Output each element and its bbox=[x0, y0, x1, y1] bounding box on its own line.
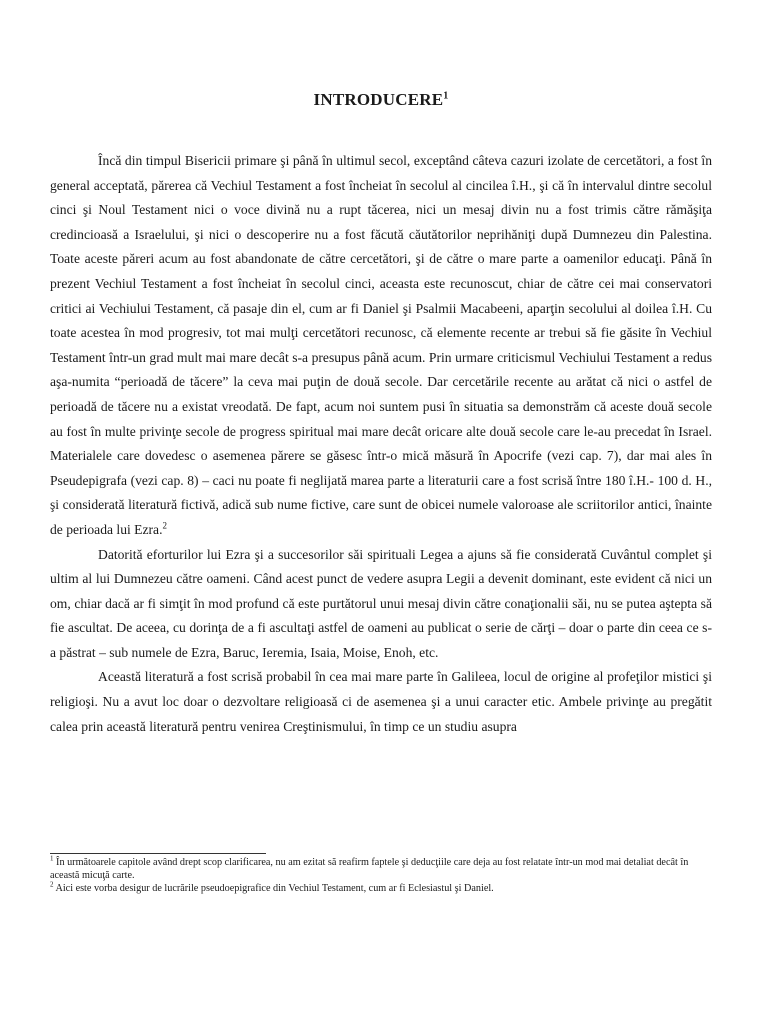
document-page bbox=[50, 0, 712, 1024]
footnotes bbox=[50, 856, 712, 896]
footnote-2-marker: 2 bbox=[50, 881, 54, 890]
footnote-2 bbox=[50, 882, 712, 895]
footnote-1 bbox=[50, 856, 712, 882]
paragraph-3 bbox=[50, 665, 712, 739]
paragraph-3-text: Această literatură a fost scrisă probabil în cea mai mare parte în Galileea, locul de origine al profeţilor mistici şi religioşi. Nu a avut loc doar o dezvoltare religioasă ci de asemenea şi a unui caracter etic. Ambele privinţe au pregătit calea prin această literatură pentru venirea Creştinismului, în timp ce un studiu asupra bbox=[50, 669, 712, 734]
paragraph-1 bbox=[50, 149, 712, 543]
footnote-1-marker: 1 bbox=[50, 854, 54, 863]
title-footnote-marker[interactable]: 1 bbox=[443, 90, 449, 102]
paragraph-2 bbox=[50, 543, 712, 666]
paragraph-2-text: Datorită eforturilor lui Ezra şi a succesorilor săi spirituali Legea a ajuns să fie considerată Cuvântul complet şi ultim al lui Dumnezeu către oameni. Când acest punct de vedere asupra Legii a devenit dominant, este evident că nici un om, chiar dacă ar fi simţit în mod profund că este purtătorul unui mesaj divin către conaţionalii săi, nu se putea aştepta să fie ascultat. De aceea, cu dorinţa de a fi ascultaţi astfel de oameni au publicat o serie de cărţi – doar o parte din ceea ce s-a păstrat – sub numele de Ezra, Baruc, Ieremia, Isaia, Moise, Enoh, etc. bbox=[50, 546, 712, 660]
footnote-separator bbox=[50, 853, 266, 854]
page-title bbox=[50, 90, 712, 110]
paragraph-1-text: Încă din timpul Bisericii primare şi până în ultimul secol, exceptând câteva cazuri izolate de cercetători, a fost în general acceptată, părerea că Vechiul Testament a fost încheiat în secolul al cincilea î.H., şi că în intervalul dintre secolul cinci şi Noul Testament nici o voce divină nu a rupt tăcerea, nici un mesaj divin nu a fost trimis către rămăşiţa credincioasă a Israelului, şi nici o descoperire nu a fost făcută căutătorilor neprihăniţi după Dumnezeu din Palestina. Toate aceste păreri acum au fost abandonate de către cercetători, şi de către o mare parte a oamenilor educaţi. Până în prezent Vechiul Testament a fost încheiat în secolul cinci, aceasta este recunoscut, chiar de către cei mai conservatori critici ai Vechiului Testament, că pasaje din el, cum ar fi Daniel şi Psalmii Macabeeni, aparţin secolului al doilea î.H. Cu toate acestea în mod progresiv, tot mai mulţi cercetători recunosc, că elemente recente ar trebui să fie găsite în Vechiul Testament într-un grad mult mai mare decât s-a presupus până acum. Prin urmare criticismul Vechiului Testament a redus aşa-numita “perioadă de tăcere” la ceva mai puţin de două secole. Dar cercetările recente au arătat că nici o astfel de perioadă de tăcere nu a existat vreodată. De fapt, acum noi suntem pusi în situatia sa demonstrăm că aceste două secole au fost în multe privinţe secole de progress spiritual mai mare decât oricare alte două secole care le-au precedat în Israel. Materialele care dovedesc o asemenea părere se găsesc într-o mică măsură în Apocrife (vezi cap. 7), dar mai ales în Pseudepigrafa (vezi cap. 8) – caci nu poate fi neglijată marea parte a literaturii care a fost scrisă între 180 î.H.- 100 d. H., şi considerată literatură fictivă, adică sub nume fictive, care sunt de obicei numele valoroase ale scriitorilor antici, înainte de perioada lui Ezra. bbox=[50, 153, 712, 537]
footnote-1-text: În următoarele capitole având drept scop clarificarea, nu am ezitat să reafirm faptele şi deducţiile care deja au fost relatate într-un mod mai detaliat decât în această micuţă carte. bbox=[50, 857, 689, 882]
title-text: INTRODUCERE bbox=[313, 90, 444, 109]
paragraph-1-footnote-marker[interactable]: 2 bbox=[162, 520, 167, 531]
body-text bbox=[50, 149, 712, 739]
footnote-2-text: Aici este vorba desigur de lucrările pseudoepigrafice din Vechiul Testament, cum ar fi Eclesiastul şi Daniel. bbox=[53, 883, 494, 895]
